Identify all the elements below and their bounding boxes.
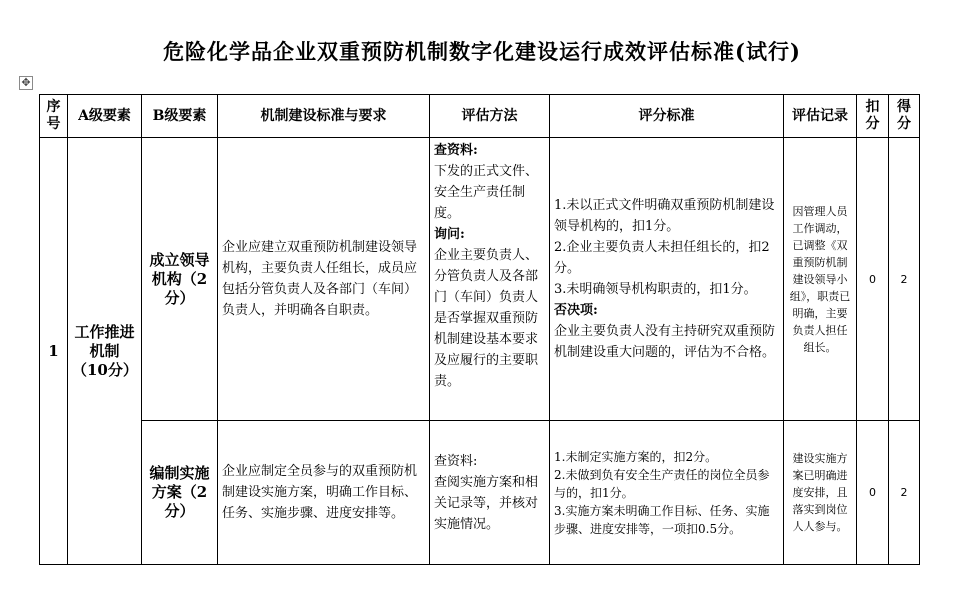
row1-method-ask-text: 企业主要负责人、分管负责人及各部门（车间）负责人是否掌握双重预防机制建设基本要求及应履行的主要职责。 — [434, 248, 539, 389]
row1-method-check-label: 查资料: — [434, 143, 478, 158]
row2-method — [430, 421, 550, 565]
header-record: 评估记录 — [784, 95, 857, 138]
row1-record: 因管理人员工作调动，已调整《双重预防机制建设领导小组》，职责已明确，主要负责人担任组长。 — [784, 138, 857, 421]
table-row — [40, 421, 920, 565]
row2-criteria — [550, 421, 784, 565]
row2-standard: 企业应制定全员参与的双重预防机制建设实施方案，明确工作目标、任务、实施步骤、进度安排等。 — [218, 421, 430, 565]
row1-standard: 企业应建立双重预防机制建设领导机构，主要负责人任组长，成员应包括分管负责人及各部门（车间）负责人，并明确各自职责。 — [218, 138, 430, 421]
page-title: 危险化学品企业双重预防机制数字化建设运行成效评估标准(试行) — [163, 39, 801, 64]
header-deduct: 扣分 — [857, 95, 889, 138]
row1-criteria-3: 3.未明确领导机构职责的，扣1分。 — [554, 282, 757, 297]
row1-criteria — [550, 138, 784, 421]
table-row — [40, 138, 920, 421]
row1-method-ask-label: 询问: — [434, 227, 465, 242]
row1-b-level: 成立领导机构（2分） — [142, 138, 218, 421]
row1-score: 2 — [889, 138, 920, 421]
row2-method-label: 查资料: — [434, 453, 478, 469]
row2-record: 建设实施方案已明确进度安排，且落实到岗位人人参与。 — [784, 421, 857, 565]
header-seq: 序号 — [40, 95, 68, 138]
header-standard: 机制建设标准与要求 — [218, 95, 430, 138]
group-a-level: 工作推进机制（10分） — [68, 138, 142, 565]
row2-criteria-2: 2.未做到负有安全生产责任的岗位全员参与的，扣1分。 — [554, 467, 770, 500]
row1-veto-label: 否决项: — [554, 303, 598, 318]
row2-deduct: 0 — [857, 421, 889, 565]
row2-method-text: 查阅实施方案和相关记录等，并核对实施情况。 — [434, 474, 539, 532]
table-move-handle-icon[interactable]: ✥ — [19, 76, 33, 90]
evaluation-table — [39, 94, 920, 565]
row2-criteria-1: 1.未制定实施方案的，扣2分。 — [554, 449, 718, 464]
row2-score: 2 — [889, 421, 920, 565]
header-score: 得分 — [889, 95, 920, 138]
header-a-level: A级要素 — [68, 95, 142, 138]
row1-veto-text: 企业主要负责人没有主持研究双重预防机制建设重大问题的，评估为不合格。 — [554, 324, 776, 360]
group-seq: 1 — [40, 138, 68, 565]
row2-b-level: 编制实施方案（2分） — [142, 421, 218, 565]
row1-criteria-1: 1.未以正式文件明确双重预防机制建设领导机构的，扣1分。 — [554, 198, 775, 234]
header-criteria: 评分标准 — [550, 95, 784, 138]
row1-deduct: 0 — [857, 138, 889, 421]
row2-criteria-3: 3.实施方案未明确工作目标、任务、实施步骤、进度安排等，一项扣0.5分。 — [554, 503, 770, 536]
row1-criteria-2: 2.企业主要负责人未担任组长的，扣2分。 — [554, 240, 770, 276]
header-method: 评估方法 — [430, 95, 550, 138]
header-row — [40, 95, 920, 138]
row1-method — [430, 138, 550, 421]
row1-method-check-text: 下发的正式文件、安全生产责任制度。 — [434, 164, 539, 221]
header-b-level: B级要素 — [142, 95, 218, 138]
